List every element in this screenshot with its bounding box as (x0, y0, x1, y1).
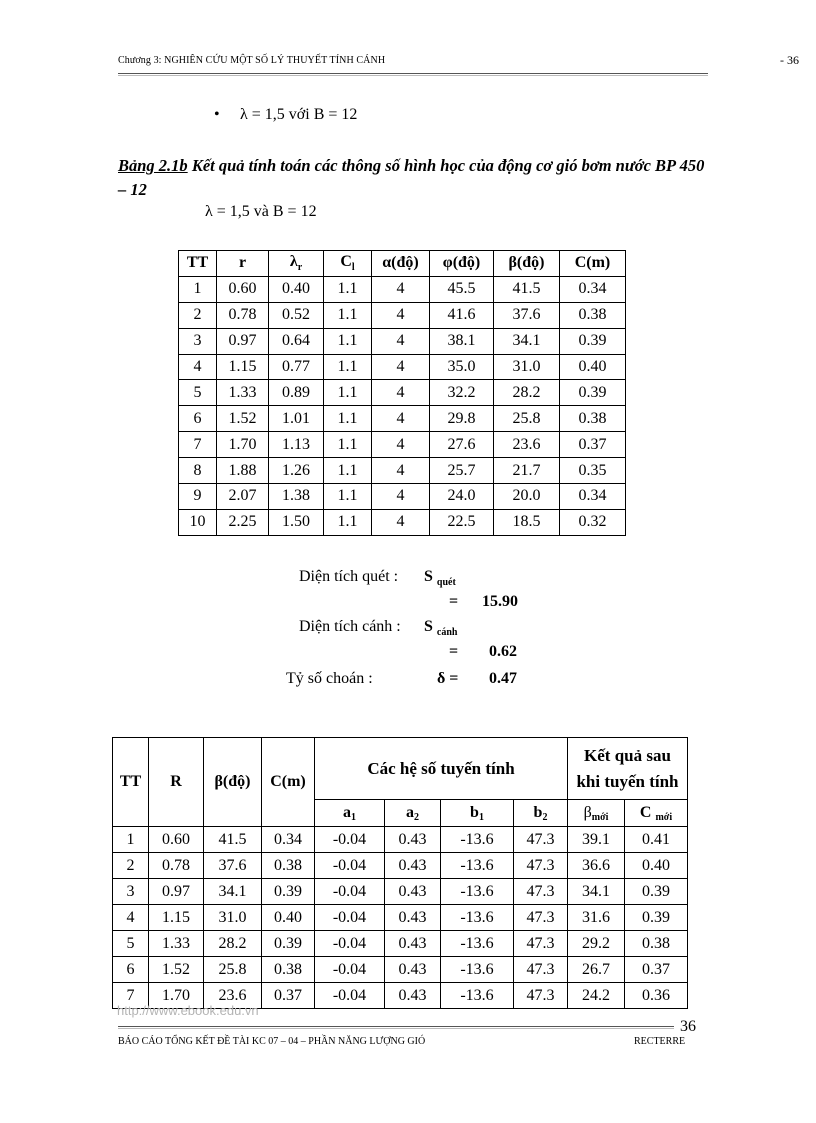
table-cell: 4 (372, 484, 430, 510)
table-cell: 47.3 (514, 905, 568, 931)
table-cell: 1.38 (269, 484, 324, 510)
table-cell: 0.40 (625, 853, 688, 879)
table-cell: 4 (179, 354, 217, 380)
table-row (113, 827, 688, 853)
table-cell: 0.43 (385, 983, 441, 1009)
table-cell: 0.52 (269, 302, 324, 328)
table-cell: 1.50 (269, 509, 324, 535)
table-cell: 4 (372, 406, 430, 432)
table-row (179, 302, 626, 328)
table-cell: 4 (113, 905, 149, 931)
col2-chord-new: C mới (625, 800, 688, 827)
table-cell: 1.15 (149, 905, 204, 931)
col-r: r (217, 251, 269, 277)
table-cell: 0.43 (385, 827, 441, 853)
table-cell: 32.2 (430, 380, 494, 406)
col-alpha: α(độ) (372, 251, 430, 277)
table-cell: 0.97 (217, 328, 269, 354)
table-cell: 18.5 (494, 509, 560, 535)
table-row (113, 931, 688, 957)
table-cell: 1.52 (217, 406, 269, 432)
col2-a1: a1 (315, 800, 385, 827)
col2-b1: b1 (441, 800, 514, 827)
table-cell: 0.38 (262, 957, 315, 983)
solidity-value: 0.47 (489, 670, 517, 687)
table-cell: 5 (179, 380, 217, 406)
table-cell: 9 (179, 484, 217, 510)
table-cell: 27.6 (430, 432, 494, 458)
table-cell: 1.1 (324, 484, 372, 510)
footer-organization: RECTERRE (634, 1036, 686, 1047)
table-cell: 4 (372, 354, 430, 380)
table-cell: 0.89 (269, 380, 324, 406)
table-cell: 6 (113, 957, 149, 983)
solidity-symbol: δ = (437, 670, 459, 687)
table-cell: 1.13 (269, 432, 324, 458)
col2-r: R (149, 738, 204, 827)
table-cell: 41.6 (430, 302, 494, 328)
table-cell: 31.6 (568, 905, 625, 931)
table-cell: 0.38 (560, 302, 626, 328)
table-cell: 1.70 (217, 432, 269, 458)
table-cell: 28.2 (494, 380, 560, 406)
table-cell: 0.39 (625, 905, 688, 931)
table-cell: 45.5 (430, 276, 494, 302)
table-cell: 25.8 (494, 406, 560, 432)
table-cell: 8 (179, 458, 217, 484)
bullet-text: λ = 1,5 với B = 12 (240, 106, 358, 123)
table-cell: 10 (179, 509, 217, 535)
table-cell: 1.1 (324, 509, 372, 535)
table-row (179, 509, 626, 535)
table-cell: 1 (179, 276, 217, 302)
table-cell: -0.04 (315, 983, 385, 1009)
table-cell: 3 (179, 328, 217, 354)
table-cell: 24.2 (568, 983, 625, 1009)
col2-a2: a2 (385, 800, 441, 827)
table-cell: 22.5 (430, 509, 494, 535)
bullet-item (214, 106, 357, 124)
table-cell: 0.39 (560, 380, 626, 406)
table-cell: -13.6 (441, 957, 514, 983)
table-row (179, 380, 626, 406)
table-cell: 0.34 (262, 827, 315, 853)
table-cell: 0.36 (625, 983, 688, 1009)
table-cell: 7 (113, 983, 149, 1009)
table-cell: 0.35 (560, 458, 626, 484)
table-cell: 41.5 (494, 276, 560, 302)
table-cell: 2 (179, 302, 217, 328)
table-cell: 1.1 (324, 380, 372, 406)
col-chord: C(m) (560, 251, 626, 277)
table-cell: 2.25 (217, 509, 269, 535)
table-cell: 25.8 (204, 957, 262, 983)
table-cell: 1.52 (149, 957, 204, 983)
blade-area-symbol: S $_{cánh}$ (424, 618, 458, 638)
table-cell: 0.39 (262, 879, 315, 905)
table-cell: 31.0 (494, 354, 560, 380)
col2-beta-new: βmới (568, 800, 625, 827)
watermark-url: http://www.ebook.edu.vn (117, 1003, 259, 1018)
table-cell: 34.1 (204, 879, 262, 905)
table-cell: 1.33 (217, 380, 269, 406)
table2-header-row-1 (113, 738, 688, 800)
table-cell: 4 (372, 509, 430, 535)
table-cell: 0.40 (269, 276, 324, 302)
table-cell: 37.6 (204, 853, 262, 879)
table-caption (118, 154, 708, 202)
table-cell: 0.37 (625, 957, 688, 983)
table-cell: 36.6 (568, 853, 625, 879)
table-cell: 21.7 (494, 458, 560, 484)
table-cell: 4 (372, 458, 430, 484)
table-cell: 29.8 (430, 406, 494, 432)
table-cell: 3 (113, 879, 149, 905)
table-cell: 0.43 (385, 931, 441, 957)
table-cell: 47.3 (514, 853, 568, 879)
table-cell: 37.6 (494, 302, 560, 328)
table-cell: 25.7 (430, 458, 494, 484)
table-row (179, 406, 626, 432)
table-cell: 1.1 (324, 354, 372, 380)
table-cell: 0.40 (560, 354, 626, 380)
blade-area-eq: = (449, 643, 459, 660)
table-cell: -13.6 (441, 983, 514, 1009)
table-cell: 0.78 (149, 853, 204, 879)
table-cell: 5 (113, 931, 149, 957)
table-cell: 1.1 (324, 458, 372, 484)
table-cell: 0.43 (385, 853, 441, 879)
chapter-header: Chương 3: NGHIÊN CỨU MỘT SỐ LÝ THUYẾT TÍNH CÁNH (118, 55, 386, 66)
table-cell: 0.64 (269, 328, 324, 354)
caption-label: Bảng 2.1b (118, 156, 188, 175)
col-phi: φ(độ) (430, 251, 494, 277)
table-cell: -13.6 (441, 853, 514, 879)
table-cell: 4 (372, 380, 430, 406)
table-cell: -13.6 (441, 879, 514, 905)
linearization-table (112, 737, 688, 1009)
table-cell: 34.1 (494, 328, 560, 354)
table-cell: 0.37 (560, 432, 626, 458)
swept-area-symbol: S $_{quét}$ (424, 568, 456, 588)
table-cell: 1.26 (269, 458, 324, 484)
table-cell: 0.77 (269, 354, 324, 380)
table-row (113, 905, 688, 931)
table-cell: 23.6 (494, 432, 560, 458)
table-cell: 0.43 (385, 957, 441, 983)
table-cell: 4 (372, 432, 430, 458)
table-cell: 1.88 (217, 458, 269, 484)
table-header-row (179, 251, 626, 277)
table-row (113, 957, 688, 983)
table-row (179, 458, 626, 484)
footer-page-number: 36 (680, 1018, 696, 1035)
header-rule (118, 73, 708, 76)
table-cell: 1.01 (269, 406, 324, 432)
table-cell: 0.39 (262, 931, 315, 957)
table-cell: 1 (113, 827, 149, 853)
table-cell: 0.39 (625, 879, 688, 905)
table-cell: 6 (179, 406, 217, 432)
table-cell: 35.0 (430, 354, 494, 380)
table-cell: -13.6 (441, 827, 514, 853)
col-tt: TT (179, 251, 217, 277)
table-cell: 0.38 (560, 406, 626, 432)
table-cell: 1.1 (324, 302, 372, 328)
table-cell: 1.1 (324, 328, 372, 354)
table-cell: 26.7 (568, 957, 625, 983)
table-condition: λ = 1,5 và B = 12 (205, 203, 317, 220)
table-cell: 0.37 (262, 983, 315, 1009)
col2-b2: b2 (514, 800, 568, 827)
table-cell: -0.04 (315, 879, 385, 905)
col2-beta: β(độ) (204, 738, 262, 827)
table-row (179, 276, 626, 302)
table-cell: 31.0 (204, 905, 262, 931)
table-cell: -0.04 (315, 931, 385, 957)
table-cell: 1.1 (324, 432, 372, 458)
table-cell: 0.41 (625, 827, 688, 853)
solidity-label: Tỷ số choán : (286, 670, 373, 687)
table-cell: 1.1 (324, 406, 372, 432)
blade-area-label: Diện tích cánh : (299, 618, 401, 635)
table-cell: 47.3 (514, 827, 568, 853)
col2-result: Kết quả sau khi tuyến tính (568, 738, 688, 800)
col-cl: $C_l$ (324, 251, 372, 277)
table-cell: 39.1 (568, 827, 625, 853)
table-row (179, 328, 626, 354)
table-cell: 0.43 (385, 879, 441, 905)
table-cell: -0.04 (315, 853, 385, 879)
table-cell: 0.39 (560, 328, 626, 354)
table-cell: 0.34 (560, 276, 626, 302)
table-row (113, 853, 688, 879)
table-cell: 0.60 (149, 827, 204, 853)
table-row (179, 432, 626, 458)
table-cell: 47.3 (514, 983, 568, 1009)
bullet-dot: • (214, 106, 220, 123)
table-cell: 0.78 (217, 302, 269, 328)
table-cell: 28.2 (204, 931, 262, 957)
table-cell: 0.32 (560, 509, 626, 535)
table-cell: 1.33 (149, 931, 204, 957)
table-cell: 0.38 (625, 931, 688, 957)
table-cell: 23.6 (204, 983, 262, 1009)
table-cell: 0.43 (385, 905, 441, 931)
table-cell: 2.07 (217, 484, 269, 510)
col-beta: β(độ) (494, 251, 560, 277)
swept-area-eq: = (449, 593, 459, 610)
table-cell: 41.5 (204, 827, 262, 853)
table-row (179, 484, 626, 510)
col2-coefficients: Các hệ số tuyến tính (315, 738, 568, 800)
swept-area-label: Diện tích quét : (299, 568, 399, 585)
table-cell: -0.04 (315, 905, 385, 931)
col2-chord: C(m) (262, 738, 315, 827)
table-cell: -0.04 (315, 957, 385, 983)
table-cell: 1.15 (217, 354, 269, 380)
header-page-number: - 36 (780, 53, 799, 67)
table-cell: 47.3 (514, 957, 568, 983)
table-cell: 1.70 (149, 983, 204, 1009)
table-row (179, 354, 626, 380)
blade-area-value: 0.62 (489, 643, 517, 660)
table-cell: 0.97 (149, 879, 204, 905)
swept-area-value: 15.90 (482, 593, 518, 610)
table-cell: -0.04 (315, 827, 385, 853)
table-cell: 29.2 (568, 931, 625, 957)
col-lambda-r: $\lambda_r$ (269, 251, 324, 277)
footer-rule (118, 1026, 674, 1029)
table-cell: 0.60 (217, 276, 269, 302)
table-cell: 2 (113, 853, 149, 879)
table-cell: 4 (372, 302, 430, 328)
table-cell: 1.1 (324, 276, 372, 302)
table-cell: 34.1 (568, 879, 625, 905)
table-cell: 0.38 (262, 853, 315, 879)
table-cell: 24.0 (430, 484, 494, 510)
col2-tt: TT (113, 738, 149, 827)
footer-report-title: BÁO CÁO TỔNG KẾT ĐỀ TÀI KC 07 – 04 – PHẦN NĂNG LƯỢNG GIÓ (118, 1036, 426, 1047)
geometry-table (178, 250, 626, 536)
table-cell: 47.3 (514, 879, 568, 905)
table-cell: -13.6 (441, 905, 514, 931)
table-cell: 4 (372, 276, 430, 302)
table-cell: 0.34 (560, 484, 626, 510)
table-row (113, 879, 688, 905)
table-cell: 20.0 (494, 484, 560, 510)
table-cell: 0.40 (262, 905, 315, 931)
caption-text: Kết quả tính toán các thông số hình học của động cơ gió bơm nước BP 450 – 12 (118, 156, 705, 199)
table-cell: 7 (179, 432, 217, 458)
table-cell: -13.6 (441, 931, 514, 957)
table-cell: 38.1 (430, 328, 494, 354)
table-cell: 47.3 (514, 931, 568, 957)
table-cell: 4 (372, 328, 430, 354)
